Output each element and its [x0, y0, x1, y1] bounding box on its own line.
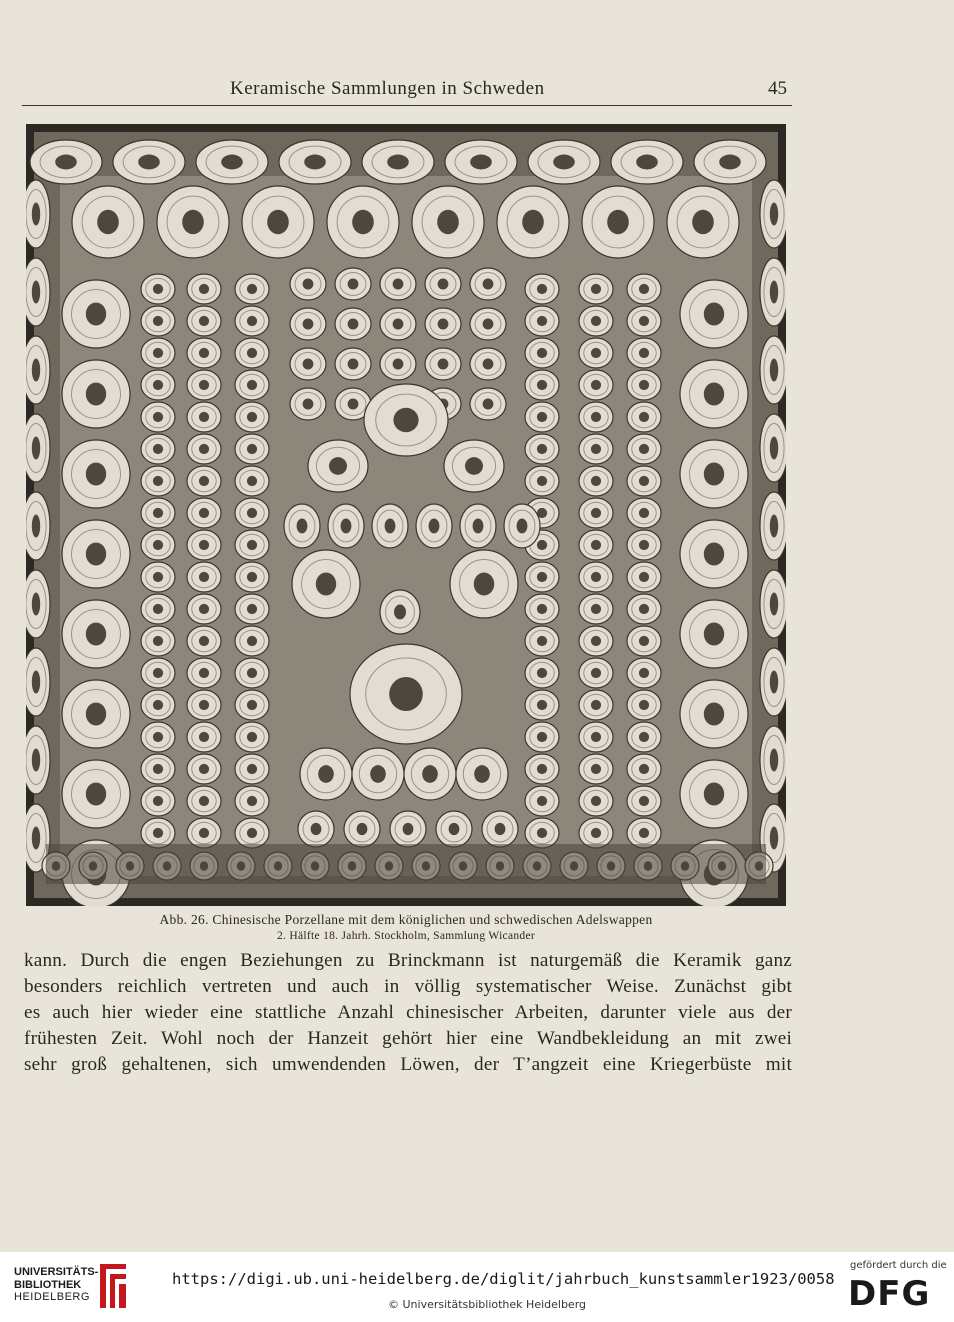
porcelain-cup	[525, 306, 559, 336]
porcelain-cup	[235, 562, 269, 592]
funding-label: gefördert durch die	[850, 1260, 947, 1271]
porcelain-cup	[470, 348, 506, 380]
porcelain-plate	[445, 140, 517, 184]
porcelain-plate	[412, 186, 484, 258]
porcelain-cup	[525, 338, 559, 368]
porcelain-plate	[26, 258, 50, 326]
porcelain-plate	[62, 760, 130, 828]
porcelain-plate	[26, 492, 50, 560]
porcelain-plate	[362, 140, 434, 184]
porcelain-cup	[525, 562, 559, 592]
porcelain-cup	[235, 594, 269, 624]
porcelain-cup	[579, 530, 613, 560]
porcelain-cup	[235, 786, 269, 816]
porcelain-plate	[760, 648, 786, 716]
porcelain-cup	[425, 348, 461, 380]
logo-line: UNIVERSITÄTS-	[14, 1266, 99, 1278]
footer-bar	[0, 1252, 954, 1322]
logo-line: BIBLIOTHEK	[14, 1278, 82, 1291]
porcelain-cup	[627, 370, 661, 400]
porcelain-cup	[579, 658, 613, 688]
porcelain-plate	[611, 140, 683, 184]
porcelain-cup	[579, 498, 613, 528]
porcelain-cup	[627, 594, 661, 624]
porcelain-cup	[380, 590, 420, 634]
porcelain-plate	[30, 140, 102, 184]
porcelain-cup	[235, 626, 269, 656]
porcelain-cup	[235, 818, 269, 848]
porcelain-plate	[26, 414, 50, 482]
porcelain-plate	[62, 280, 130, 348]
porcelain-cup	[235, 274, 269, 304]
porcelain-plate	[62, 440, 130, 508]
dfg-logo[interactable]: DFG	[848, 1274, 931, 1314]
porcelain-cup	[141, 818, 175, 848]
porcelain-cup	[141, 306, 175, 336]
porcelain-cup	[284, 504, 320, 548]
porcelain-cup	[290, 268, 326, 300]
porcelain-plate	[62, 680, 130, 748]
porcelain-plate	[72, 186, 144, 258]
porcelain-plate	[113, 140, 185, 184]
porcelain-cup	[627, 466, 661, 496]
porcelain-cup	[627, 626, 661, 656]
porcelain-cup	[627, 338, 661, 368]
porcelain-plate	[680, 280, 748, 348]
porcelain-cup	[141, 466, 175, 496]
porcelain-cup	[525, 722, 559, 752]
figure-caption-detail: 2. Hälfte 18. Jahrh. Stockholm, Sammlung Wicander	[276, 930, 536, 942]
porcelain-cup	[235, 338, 269, 368]
porcelain-cup	[335, 348, 371, 380]
porcelain-plate	[26, 336, 50, 404]
porcelain-cup	[187, 306, 221, 336]
porcelain-cup	[525, 274, 559, 304]
porcelain-plate	[26, 726, 50, 794]
porcelain-cup	[141, 498, 175, 528]
porcelain-cup	[627, 562, 661, 592]
porcelain-cup	[627, 306, 661, 336]
porcelain-dish	[308, 440, 368, 492]
porcelain-plate	[760, 726, 786, 794]
porcelain-cup	[298, 811, 334, 847]
porcelain-cup	[416, 504, 452, 548]
body-line: kann. Durch die engen Beziehungen zu Brinckmann ist naturgemäß die Keramik ganz	[24, 950, 792, 971]
porcelain-cup	[187, 370, 221, 400]
porcelain-plate	[26, 570, 50, 638]
page-number: 45	[768, 78, 787, 99]
porcelain-cup	[141, 754, 175, 784]
porcelain-plate	[680, 440, 748, 508]
porcelain-cup	[235, 306, 269, 336]
porcelain-plate	[497, 186, 569, 258]
porcelain-plate	[760, 258, 786, 326]
porcelain-cup	[187, 754, 221, 784]
porcelain-cup	[141, 370, 175, 400]
porcelain-cup	[627, 402, 661, 432]
porcelain-plate	[62, 520, 130, 588]
porcelain-cup	[579, 466, 613, 496]
porcelain-cup	[372, 504, 408, 548]
porcelain-plate	[760, 570, 786, 638]
porcelain-plate	[350, 644, 462, 744]
porcelain-cup	[328, 504, 364, 548]
porcelain-cup	[141, 562, 175, 592]
porcelain-cup	[579, 818, 613, 848]
porcelain-cup	[627, 658, 661, 688]
porcelain-cup	[482, 811, 518, 847]
porcelain-cup	[141, 690, 175, 720]
porcelain-dish	[444, 440, 504, 492]
porcelain-cup	[344, 811, 380, 847]
porcelain-cup	[390, 811, 426, 847]
porcelain-cup	[141, 274, 175, 304]
porcelain-plate	[760, 336, 786, 404]
porcelain-cup	[525, 402, 559, 432]
porcelain-cup	[627, 274, 661, 304]
porcelain-cup	[187, 722, 221, 752]
porcelain-cup	[187, 498, 221, 528]
porcelain-plate	[680, 760, 748, 828]
porcelain-cup	[235, 722, 269, 752]
figure-caption: Abb. 26. Chinesische Porzellane mit dem königlichen und schwedischen Adelswappen	[159, 912, 653, 927]
porcelain-cup	[290, 308, 326, 340]
porcelain-cup	[335, 268, 371, 300]
porcelain-cup	[235, 530, 269, 560]
porcelain-plate	[196, 140, 268, 184]
porcelain-cup	[627, 754, 661, 784]
porcelain-cup	[380, 308, 416, 340]
porcelain-cup	[470, 268, 506, 300]
porcelain-cup	[141, 530, 175, 560]
porcelain-cup	[235, 466, 269, 496]
porcelain-plate	[364, 384, 448, 456]
porcelain-cup	[187, 786, 221, 816]
porcelain-cup	[141, 338, 175, 368]
porcelain-cup	[627, 530, 661, 560]
porcelain-cup	[579, 722, 613, 752]
porcelain-cup	[525, 786, 559, 816]
porcelain-cup	[187, 562, 221, 592]
porcelain-cup	[627, 818, 661, 848]
porcelain-cup	[235, 498, 269, 528]
porcelain-cup	[627, 434, 661, 464]
copyright-notice: © Universitätsbibliothek Heidelberg	[388, 1298, 587, 1311]
porcelain-cup	[436, 811, 472, 847]
porcelain-plate	[760, 414, 786, 482]
porcelain-cup	[525, 690, 559, 720]
porcelain-cup	[579, 402, 613, 432]
porcelain-cup	[470, 308, 506, 340]
porcelain-cup	[235, 370, 269, 400]
porcelain-cup	[187, 658, 221, 688]
porcelain-plate	[667, 186, 739, 258]
porcelain-cup	[525, 434, 559, 464]
body-paragraph	[24, 948, 792, 1078]
porcelain-plate	[292, 550, 360, 618]
library-logo-icon	[96, 1260, 130, 1312]
porcelain-plate	[694, 140, 766, 184]
porcelain-cup	[141, 626, 175, 656]
porcelain-cup	[235, 402, 269, 432]
porcelain-cup	[579, 338, 613, 368]
porcelain-plate	[300, 748, 352, 800]
porcelain-cup	[141, 658, 175, 688]
porcelain-plate	[450, 550, 518, 618]
porcelain-cup	[627, 690, 661, 720]
running-title: Keramische Sammlungen in Schweden	[230, 78, 545, 99]
porcelain-cup	[579, 274, 613, 304]
header-rule	[22, 105, 792, 106]
porcelain-plate	[528, 140, 600, 184]
porcelain-cup	[525, 754, 559, 784]
porcelain-cup	[525, 626, 559, 656]
porcelain-cup	[141, 402, 175, 432]
porcelain-cup	[187, 338, 221, 368]
porcelain-cup	[235, 690, 269, 720]
body-line: sehr groß gehaltenen, sich umwendenden Löwen, der T’angzeit eine Kriegerbüste mit	[24, 1054, 792, 1075]
porcelain-plate	[680, 520, 748, 588]
porcelain-plate	[680, 600, 748, 668]
porcelain-cup	[235, 754, 269, 784]
porcelain-cup	[525, 466, 559, 496]
porcelain-cup	[187, 690, 221, 720]
porcelain-plate	[26, 180, 50, 248]
porcelain-plate	[680, 680, 748, 748]
porcelain-cup	[579, 690, 613, 720]
porcelain-plate	[279, 140, 351, 184]
porcelain-cup	[141, 722, 175, 752]
porcelain-cup	[235, 434, 269, 464]
porcelain-cup	[141, 594, 175, 624]
library-logo[interactable]	[14, 1266, 98, 1304]
porcelain-plate	[26, 648, 50, 716]
porcelain-cup	[525, 658, 559, 688]
porcelain-plate	[404, 748, 456, 800]
porcelain-cup	[627, 498, 661, 528]
body-line: frühesten Zeit. Wohl noch der Hanzeit gehört hier eine Wandbekleidung an mit zwei	[24, 1028, 792, 1049]
porcelain-cup	[290, 348, 326, 380]
porcelain-cup	[335, 308, 371, 340]
porcelain-cup	[579, 562, 613, 592]
porcelain-cup	[627, 722, 661, 752]
porcelain-plate	[680, 360, 748, 428]
porcelain-cup	[425, 308, 461, 340]
porcelain-plate	[157, 186, 229, 258]
porcelain-cup	[579, 306, 613, 336]
porcelain-cup	[460, 504, 496, 548]
porcelain-cup	[579, 594, 613, 624]
porcelain-cup	[525, 594, 559, 624]
porcelain-cup	[425, 268, 461, 300]
porcelain-wall-image	[26, 124, 786, 906]
porcelain-cup	[380, 348, 416, 380]
porcelain-cup	[187, 818, 221, 848]
porcelain-cup	[187, 530, 221, 560]
body-line: es auch hier wieder eine stattliche Anzahl chinesischer Arbeiten, darunter viele aus der	[24, 1002, 792, 1023]
porcelain-plate	[242, 186, 314, 258]
porcelain-cup	[380, 268, 416, 300]
porcelain-cup	[141, 434, 175, 464]
porcelain-plate	[327, 186, 399, 258]
porcelain-plate	[760, 180, 786, 248]
porcelain-plate	[62, 600, 130, 668]
porcelain-cup	[187, 594, 221, 624]
body-line: besonders reichlich vertreten und auch in völlig systematischer Weise. Zunächst gibt	[24, 976, 792, 997]
porcelain-plate	[760, 492, 786, 560]
porcelain-photograph	[26, 124, 786, 906]
porcelain-plate	[352, 748, 404, 800]
porcelain-cup	[187, 402, 221, 432]
porcelain-cup	[187, 466, 221, 496]
porcelain-cup	[141, 786, 175, 816]
porcelain-cup	[470, 388, 506, 420]
porcelain-cup	[627, 786, 661, 816]
porcelain-cup	[579, 434, 613, 464]
porcelain-cup	[579, 370, 613, 400]
porcelain-plate	[456, 748, 508, 800]
permalink-url[interactable]: https://digi.ub.uni-heidelberg.de/diglit/jahrbuch_kunstsammler1923/0058	[172, 1270, 835, 1288]
porcelain-cup	[235, 658, 269, 688]
porcelain-cup	[525, 818, 559, 848]
porcelain-plate	[582, 186, 654, 258]
porcelain-cup	[187, 274, 221, 304]
porcelain-plate	[62, 360, 130, 428]
porcelain-cup	[579, 754, 613, 784]
porcelain-cup	[579, 626, 613, 656]
porcelain-cup	[504, 504, 540, 548]
logo-line: HEIDELBERG	[14, 1291, 90, 1303]
porcelain-cup	[187, 434, 221, 464]
porcelain-cup	[290, 388, 326, 420]
porcelain-cup	[579, 786, 613, 816]
porcelain-cup	[525, 370, 559, 400]
porcelain-cup	[187, 626, 221, 656]
